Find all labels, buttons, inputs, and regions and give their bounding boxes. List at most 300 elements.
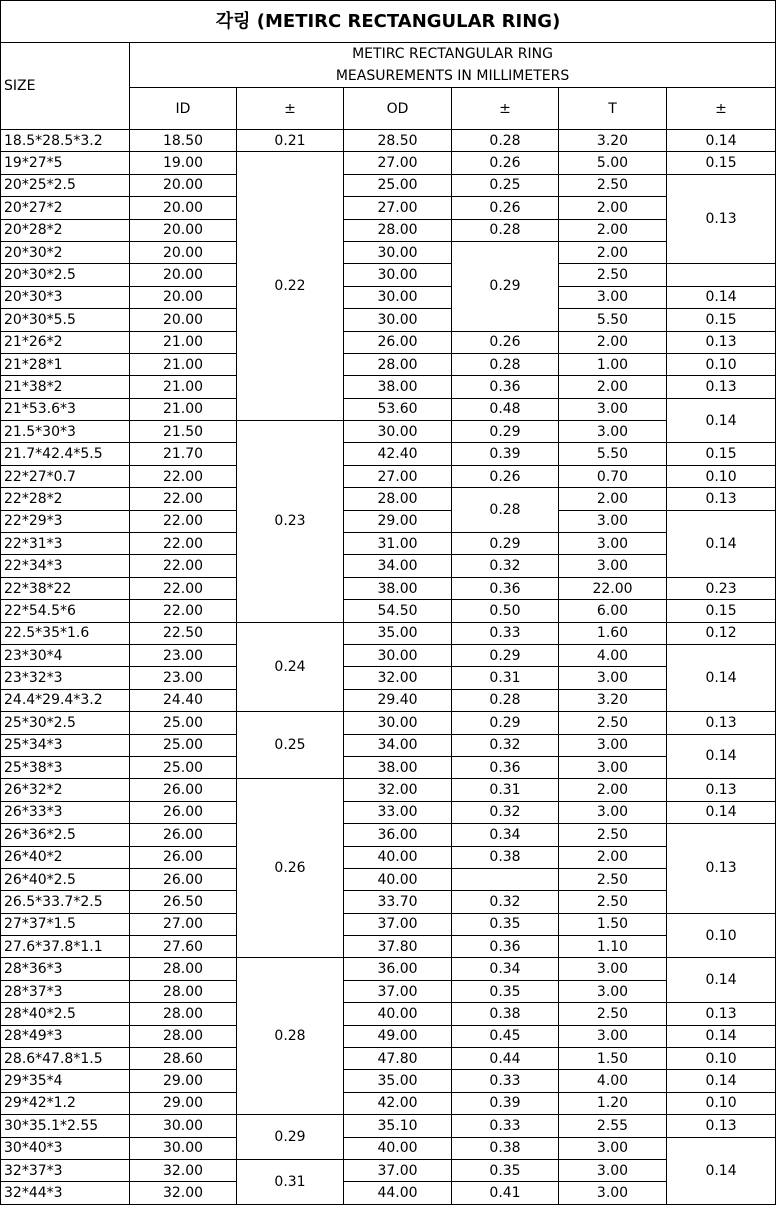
od-cell: 30.00 [344, 241, 452, 263]
id-cell: 26.00 [130, 779, 237, 801]
od-tolerance-cell: 0.36 [452, 577, 559, 599]
size-header: SIZE [1, 43, 130, 130]
t-tolerance-cell: 0.14 [667, 130, 776, 152]
t-cell: 1.50 [559, 1048, 667, 1070]
od-tolerance-cell: 0.29 [452, 533, 559, 555]
od-cell: 33.00 [344, 801, 452, 823]
t-cell: 3.00 [559, 980, 667, 1002]
t-cell: 3.00 [559, 533, 667, 555]
size-cell: 21*38*2 [1, 376, 130, 398]
t-tolerance-cell: 0.10 [667, 1048, 776, 1070]
id-cell: 21.00 [130, 398, 237, 420]
id-tolerance-cell: 0.25 [237, 712, 344, 779]
od-tolerance-cell: 0.45 [452, 1025, 559, 1047]
id-cell: 25.00 [130, 756, 237, 778]
t-tolerance-cell: 0.14 [667, 1070, 776, 1092]
size-cell: 28*36*3 [1, 958, 130, 980]
t-tolerance-cell: 0.13 [667, 824, 776, 914]
id-cell: 27.60 [130, 936, 237, 958]
od-tolerance-cell: 0.26 [452, 331, 559, 353]
id-tolerance-cell: 0.24 [237, 622, 344, 712]
od-tolerance-cell: 0.44 [452, 1048, 559, 1070]
id-cell: 23.00 [130, 644, 237, 666]
table-row [1, 644, 776, 666]
id-cell: 28.60 [130, 1048, 237, 1070]
t-cell: 3.00 [559, 421, 667, 443]
size-cell: 25*30*2.5 [1, 712, 130, 734]
t-cell: 3.00 [559, 1025, 667, 1047]
table-row [1, 622, 776, 644]
od-tolerance-cell: 0.28 [452, 219, 559, 241]
od-cell: 37.00 [344, 913, 452, 935]
t-tolerance-cell: 0.13 [667, 488, 776, 510]
id-cell: 22.00 [130, 533, 237, 555]
size-cell: 20*30*2 [1, 241, 130, 263]
od-cell: 31.00 [344, 533, 452, 555]
table-row [1, 1137, 776, 1159]
od-cell: 40.00 [344, 868, 452, 890]
size-cell: 26*36*2.5 [1, 824, 130, 846]
od-tolerance-cell: 0.28 [452, 130, 559, 152]
t-tolerance-cell: 0.14 [667, 510, 776, 577]
od-tolerance-cell: 0.35 [452, 913, 559, 935]
t-tolerance-cell: 0.13 [667, 712, 776, 734]
t-tolerance-cell: 0.14 [667, 1137, 776, 1204]
subtitle-line-1: METIRC RECTANGULAR RING [352, 46, 553, 62]
od-tolerance-cell: 0.28 [452, 488, 559, 533]
id-cell: 26.00 [130, 868, 237, 890]
t-tolerance-cell: 0.14 [667, 801, 776, 823]
id-cell: 25.00 [130, 734, 237, 756]
t-cell: 2.00 [559, 241, 667, 263]
od-tolerance-cell: 0.41 [452, 1182, 559, 1204]
od-tolerance-cell: 0.33 [452, 1070, 559, 1092]
t-cell: 3.00 [559, 398, 667, 420]
t-cell: 1.60 [559, 622, 667, 644]
id-cell: 20.00 [130, 219, 237, 241]
size-cell: 23*30*4 [1, 644, 130, 666]
od-cell: 40.00 [344, 1003, 452, 1025]
t-cell: 5.50 [559, 443, 667, 465]
od-cell: 38.00 [344, 756, 452, 778]
od-cell: 30.00 [344, 309, 452, 331]
od-tolerance-cell: 0.32 [452, 801, 559, 823]
size-cell: 30*40*3 [1, 1137, 130, 1159]
od-cell: 33.70 [344, 891, 452, 913]
id-tolerance-cell: 0.23 [237, 421, 344, 623]
t-cell: 2.00 [559, 779, 667, 801]
table-row [1, 443, 776, 465]
id-cell: 24.40 [130, 689, 237, 711]
size-cell: 28.6*47.8*1.5 [1, 1048, 130, 1070]
t-cell: 4.00 [559, 644, 667, 666]
id-cell: 21.70 [130, 443, 237, 465]
id-cell: 32.00 [130, 1159, 237, 1181]
table-row [1, 1070, 776, 1092]
od-cell: 28.50 [344, 130, 452, 152]
column-header-id-tolerance: ± [237, 88, 344, 130]
od-cell: 30.00 [344, 264, 452, 286]
id-cell: 27.00 [130, 913, 237, 935]
t-tolerance-cell: 0.13 [667, 174, 776, 264]
size-cell: 22*27*0.7 [1, 465, 130, 487]
table-row [1, 801, 776, 823]
t-tolerance-cell [667, 264, 776, 286]
t-cell: 3.00 [559, 801, 667, 823]
id-cell: 21.50 [130, 421, 237, 443]
t-cell: 2.50 [559, 712, 667, 734]
id-cell: 20.00 [130, 174, 237, 196]
id-cell: 21.00 [130, 376, 237, 398]
id-cell: 29.00 [130, 1070, 237, 1092]
id-cell: 20.00 [130, 309, 237, 331]
t-cell: 2.00 [559, 197, 667, 219]
size-cell: 22.5*35*1.6 [1, 622, 130, 644]
od-tolerance-cell: 0.35 [452, 1159, 559, 1181]
od-tolerance-cell: 0.32 [452, 734, 559, 756]
od-tolerance-cell: 0.36 [452, 936, 559, 958]
size-cell: 21.5*30*3 [1, 421, 130, 443]
od-cell: 34.00 [344, 734, 452, 756]
table-row [1, 913, 776, 935]
od-cell: 32.00 [344, 667, 452, 689]
id-cell: 18.50 [130, 130, 237, 152]
od-tolerance-cell: 0.31 [452, 779, 559, 801]
table-row [1, 600, 776, 622]
od-cell: 47.80 [344, 1048, 452, 1070]
od-tolerance-cell: 0.39 [452, 443, 559, 465]
t-cell: 1.00 [559, 353, 667, 375]
table-row [1, 197, 776, 219]
id-cell: 26.00 [130, 801, 237, 823]
t-cell: 4.00 [559, 1070, 667, 1092]
od-cell: 34.00 [344, 555, 452, 577]
t-cell: 3.00 [559, 1182, 667, 1204]
size-cell: 20*30*2.5 [1, 264, 130, 286]
od-cell: 36.00 [344, 824, 452, 846]
id-tolerance-cell: 0.29 [237, 1115, 344, 1160]
od-tolerance-cell: 0.29 [452, 241, 559, 331]
t-tolerance-cell: 0.14 [667, 1025, 776, 1047]
od-cell: 27.00 [344, 152, 452, 174]
column-header-od-tolerance: ± [452, 88, 559, 130]
od-cell: 29.00 [344, 510, 452, 532]
t-tolerance-cell: 0.13 [667, 376, 776, 398]
size-cell: 22*29*3 [1, 510, 130, 532]
t-tolerance-cell: 0.10 [667, 913, 776, 958]
table-row [1, 152, 776, 174]
t-cell: 1.10 [559, 936, 667, 958]
size-cell: 27.6*37.8*1.1 [1, 936, 130, 958]
size-cell: 28*49*3 [1, 1025, 130, 1047]
od-tolerance-cell: 0.36 [452, 376, 559, 398]
table-row [1, 1115, 776, 1137]
size-cell: 22*38*22 [1, 577, 130, 599]
od-tolerance-cell: 0.35 [452, 980, 559, 1002]
table-row [1, 824, 776, 846]
od-tolerance-cell: 0.50 [452, 600, 559, 622]
id-cell: 25.00 [130, 712, 237, 734]
size-cell: 20*27*2 [1, 197, 130, 219]
size-cell: 21*53.6*3 [1, 398, 130, 420]
table-row [1, 533, 776, 555]
od-cell: 27.00 [344, 197, 452, 219]
table-row [1, 219, 776, 241]
id-cell: 26.00 [130, 824, 237, 846]
t-cell: 2.00 [559, 376, 667, 398]
t-cell: 0.70 [559, 465, 667, 487]
od-tolerance-cell: 0.34 [452, 958, 559, 980]
od-cell: 35.00 [344, 622, 452, 644]
t-cell: 2.00 [559, 488, 667, 510]
id-cell: 28.00 [130, 958, 237, 980]
od-tolerance-cell: 0.29 [452, 712, 559, 734]
size-cell: 21.7*42.4*5.5 [1, 443, 130, 465]
od-tolerance-cell: 0.36 [452, 756, 559, 778]
od-tolerance-cell: 0.38 [452, 1137, 559, 1159]
column-header-t: T [559, 88, 667, 130]
od-tolerance-cell: 0.33 [452, 1115, 559, 1137]
t-cell: 3.00 [559, 958, 667, 980]
od-tolerance-cell: 0.26 [452, 152, 559, 174]
id-cell: 30.00 [130, 1137, 237, 1159]
od-cell: 26.00 [344, 331, 452, 353]
id-tolerance-cell: 0.26 [237, 779, 344, 958]
id-cell: 21.00 [130, 353, 237, 375]
t-cell: 1.50 [559, 913, 667, 935]
id-cell: 22.00 [130, 488, 237, 510]
od-tolerance-cell: 0.39 [452, 1092, 559, 1114]
od-cell: 25.00 [344, 174, 452, 196]
size-cell: 30*35.1*2.55 [1, 1115, 130, 1137]
table-row [1, 286, 776, 308]
id-tolerance-cell: 0.31 [237, 1159, 344, 1204]
t-tolerance-cell: 0.13 [667, 1003, 776, 1025]
table-row [1, 712, 776, 734]
table-row [1, 689, 776, 711]
od-cell: 27.00 [344, 465, 452, 487]
size-cell: 20*30*3 [1, 286, 130, 308]
t-tolerance-cell: 0.10 [667, 353, 776, 375]
t-tolerance-cell: 0.14 [667, 286, 776, 308]
id-cell: 22.00 [130, 510, 237, 532]
od-tolerance-cell: 0.26 [452, 465, 559, 487]
od-tolerance-cell: 0.38 [452, 1003, 559, 1025]
id-cell: 20.00 [130, 241, 237, 263]
id-cell: 32.00 [130, 1182, 237, 1204]
t-cell: 3.00 [559, 510, 667, 532]
table-row [1, 331, 776, 353]
t-cell: 6.00 [559, 600, 667, 622]
od-cell: 40.00 [344, 846, 452, 868]
t-tolerance-cell: 0.14 [667, 644, 776, 711]
t-cell: 2.50 [559, 824, 667, 846]
table-title: 각링 (METIRC RECTANGULAR RING) [1, 1, 776, 43]
od-tolerance-cell: 0.31 [452, 667, 559, 689]
t-cell: 3.00 [559, 756, 667, 778]
table-row [1, 1092, 776, 1114]
od-tolerance-cell: 0.28 [452, 353, 559, 375]
size-cell: 24.4*29.4*3.2 [1, 689, 130, 711]
size-cell: 20*25*2.5 [1, 174, 130, 196]
table-row [1, 174, 776, 196]
size-cell: 32*44*3 [1, 1182, 130, 1204]
id-tolerance-cell: 0.21 [237, 130, 344, 152]
t-cell: 2.50 [559, 264, 667, 286]
od-cell: 37.80 [344, 936, 452, 958]
size-cell: 29*35*4 [1, 1070, 130, 1092]
size-cell: 21*26*2 [1, 331, 130, 353]
od-cell: 54.50 [344, 600, 452, 622]
t-cell: 2.00 [559, 846, 667, 868]
table-row [1, 958, 776, 980]
od-cell: 35.00 [344, 1070, 452, 1092]
t-cell: 3.20 [559, 130, 667, 152]
table-row [1, 1003, 776, 1025]
t-cell: 22.00 [559, 577, 667, 599]
od-tolerance-cell: 0.32 [452, 891, 559, 913]
id-tolerance-cell: 0.22 [237, 152, 344, 421]
od-cell: 38.00 [344, 376, 452, 398]
t-tolerance-cell: 0.10 [667, 1092, 776, 1114]
size-cell: 27*37*1.5 [1, 913, 130, 935]
table-row [1, 376, 776, 398]
t-tolerance-cell: 0.15 [667, 309, 776, 331]
t-tolerance-cell: 0.13 [667, 1115, 776, 1137]
t-tolerance-cell: 0.23 [667, 577, 776, 599]
table-row [1, 980, 776, 1002]
size-cell: 20*28*2 [1, 219, 130, 241]
id-cell: 22.50 [130, 622, 237, 644]
table-row [1, 1159, 776, 1181]
od-cell: 32.00 [344, 779, 452, 801]
t-cell: 2.00 [559, 219, 667, 241]
size-cell: 26*32*2 [1, 779, 130, 801]
od-cell: 30.00 [344, 421, 452, 443]
t-cell: 5.50 [559, 309, 667, 331]
table-row [1, 891, 776, 913]
size-cell: 26*33*3 [1, 801, 130, 823]
id-cell: 26.00 [130, 846, 237, 868]
size-cell: 21*28*1 [1, 353, 130, 375]
od-cell: 36.00 [344, 958, 452, 980]
t-tolerance-cell: 0.14 [667, 958, 776, 1003]
t-tolerance-cell: 0.15 [667, 600, 776, 622]
table-row [1, 353, 776, 375]
od-cell: 42.40 [344, 443, 452, 465]
od-tolerance-cell: 0.29 [452, 421, 559, 443]
column-header-t-tolerance: ± [667, 88, 776, 130]
size-cell: 25*34*3 [1, 734, 130, 756]
table-row [1, 130, 776, 152]
size-cell: 26.5*33.7*2.5 [1, 891, 130, 913]
t-cell: 3.00 [559, 1137, 667, 1159]
table-row [1, 488, 776, 510]
id-cell: 22.00 [130, 555, 237, 577]
od-cell: 49.00 [344, 1025, 452, 1047]
table-row [1, 577, 776, 599]
column-header-od: OD [344, 88, 452, 130]
t-tolerance-cell: 0.13 [667, 331, 776, 353]
od-cell: 37.00 [344, 980, 452, 1002]
id-cell: 20.00 [130, 286, 237, 308]
table-row [1, 264, 776, 286]
t-cell: 2.00 [559, 331, 667, 353]
table-row [1, 465, 776, 487]
t-tolerance-cell: 0.14 [667, 398, 776, 443]
od-cell: 37.00 [344, 1159, 452, 1181]
table-row [1, 510, 776, 532]
t-tolerance-cell: 0.15 [667, 443, 776, 465]
size-cell: 28*37*3 [1, 980, 130, 1002]
size-cell: 22*54.5*6 [1, 600, 130, 622]
t-tolerance-cell: 0.13 [667, 779, 776, 801]
t-tolerance-cell: 0.12 [667, 622, 776, 644]
table-row [1, 936, 776, 958]
t-cell: 3.00 [559, 1159, 667, 1181]
t-tolerance-cell: 0.10 [667, 465, 776, 487]
table-row [1, 421, 776, 443]
size-cell: 26*40*2.5 [1, 868, 130, 890]
id-cell: 20.00 [130, 197, 237, 219]
id-cell: 22.00 [130, 600, 237, 622]
table-row [1, 734, 776, 756]
od-cell: 30.00 [344, 644, 452, 666]
od-cell: 30.00 [344, 286, 452, 308]
subtitle-line-2: MEASUREMENTS IN MILLIMETERS [335, 68, 570, 84]
size-cell: 20*30*5.5 [1, 309, 130, 331]
t-cell: 3.20 [559, 689, 667, 711]
table-body [1, 130, 776, 1205]
od-cell: 38.00 [344, 577, 452, 599]
id-cell: 22.00 [130, 465, 237, 487]
od-tolerance-cell: 0.26 [452, 197, 559, 219]
table-row [1, 555, 776, 577]
size-cell: 25*38*3 [1, 756, 130, 778]
size-cell: 22*31*3 [1, 533, 130, 555]
od-cell: 28.00 [344, 353, 452, 375]
table-row [1, 1048, 776, 1070]
od-tolerance-cell: 0.29 [452, 644, 559, 666]
size-cell: 26*40*2 [1, 846, 130, 868]
id-cell: 30.00 [130, 1115, 237, 1137]
od-cell: 53.60 [344, 398, 452, 420]
od-cell: 28.00 [344, 488, 452, 510]
od-cell: 28.00 [344, 219, 452, 241]
t-cell: 2.50 [559, 868, 667, 890]
table-row [1, 779, 776, 801]
id-cell: 28.00 [130, 1025, 237, 1047]
size-cell: 29*42*1.2 [1, 1092, 130, 1114]
id-cell: 28.00 [130, 1003, 237, 1025]
od-cell: 44.00 [344, 1182, 452, 1204]
id-cell: 19.00 [130, 152, 237, 174]
od-cell: 40.00 [344, 1137, 452, 1159]
size-cell: 32*37*3 [1, 1159, 130, 1181]
od-tolerance-cell: 0.38 [452, 846, 559, 868]
od-cell: 30.00 [344, 712, 452, 734]
table-row [1, 756, 776, 778]
size-cell: 19*27*5 [1, 152, 130, 174]
t-cell: 3.00 [559, 555, 667, 577]
od-tolerance-cell [452, 868, 559, 890]
od-tolerance-cell: 0.28 [452, 689, 559, 711]
id-tolerance-cell: 0.28 [237, 958, 344, 1115]
t-cell: 2.50 [559, 891, 667, 913]
od-tolerance-cell: 0.32 [452, 555, 559, 577]
od-tolerance-cell: 0.25 [452, 174, 559, 196]
t-cell: 2.50 [559, 1003, 667, 1025]
